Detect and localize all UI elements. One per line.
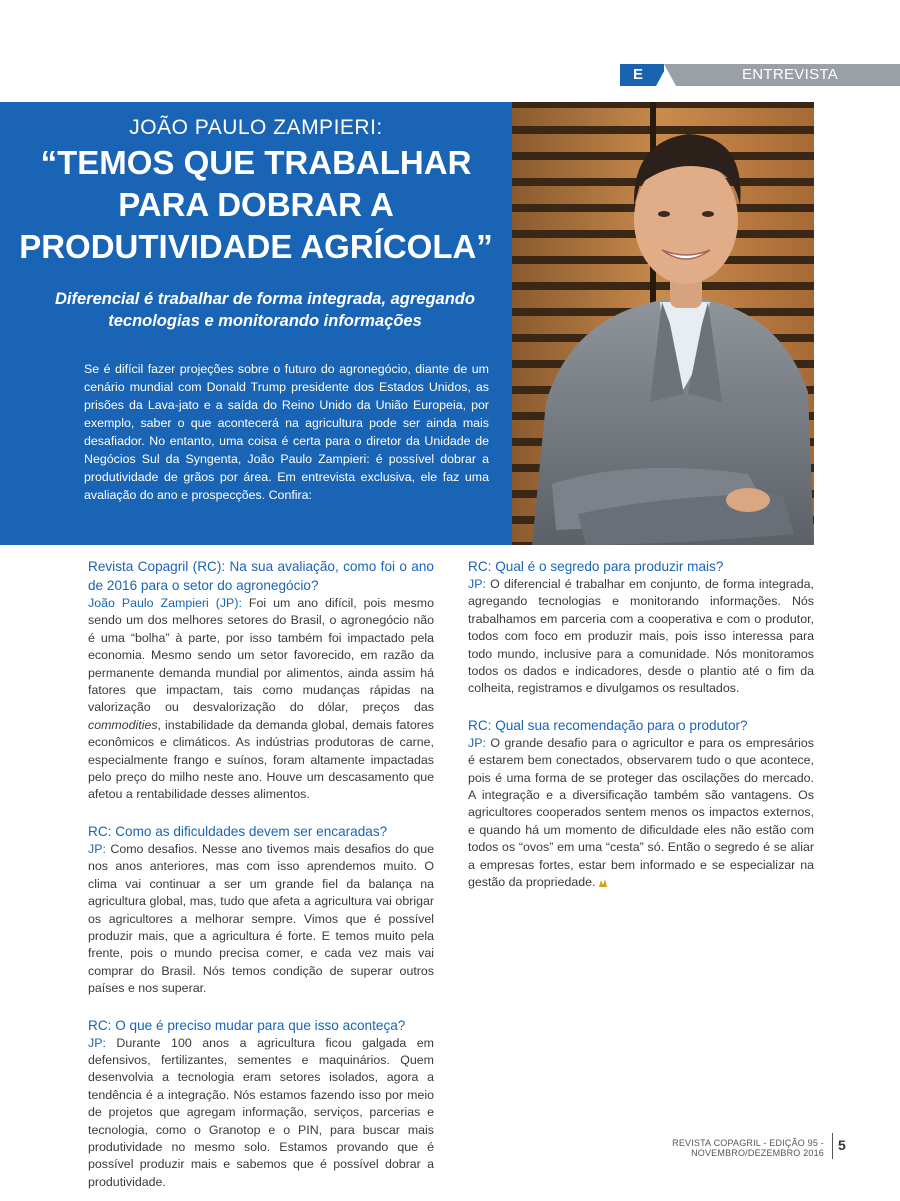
section-letter: E [620,64,656,86]
question-1: Revista Copagril (RC): Na sua avaliação, como foi o ano de 2016 para o setor do agronegócio? [88,559,434,593]
page-number: 5 [838,1137,846,1153]
hero-panel [0,102,512,545]
interview-column-right [468,557,814,892]
interview-column-left [88,557,434,1191]
speaker-label: JP: [468,735,486,750]
headline-line: PRODUTIVIDADE AGRÍCOLA” [19,228,493,265]
portrait-photo [512,102,814,545]
section-tag [620,64,900,86]
headline-line: PARA DOBRAR A [118,186,394,223]
speaker-label: João Paulo Zampieri (JP): [88,596,242,610]
question-5: RC: Qual sua recomendação para o produtor? [468,717,748,733]
section-label: ENTREVISTA [741,66,839,83]
headline [0,142,512,268]
interviewee-name: JOÃO PAULO ZAMPIERI: [129,116,383,139]
lead-paragraph: Se é difícil fazer projeções sobre o futuro do agronegócio, diante de um cenário mundial com Donald Trump presidente dos Estados Unidos, as prisões da Lava-jato e a saída do Reino Unido da União Europeia, por exemplo, saber o que acontecerá na agricultura pode ser ainda mais desafiador. No entanto, uma coisa é certa para o diretor da Unidade de Negócios Sul da Syngenta, João Paulo Zampieri: é possível dobrar a produtividade de grãos por área. Em entrevista exclusiva, ele faz uma avaliação do ano e prospecções. Confira: [84,362,489,502]
answer-2: JP: Como desafios. Nesse ano tivemos mais desafios do que nos anos anteriores, mas com isso aprendemos muito. O clima vai continuar a ser um grande fiel da balança na agricultura global, mas, tudo que afeta a agricultura vai obrigar os agricultores a melhorar sempre. Vimos que é possível produzir mais, que a agricultura é forte. E temos muito pela frente, pois o mundo precisa comer, e cada vez mais vai comprar do Brasil. Nós temos condição de superar outros países e nos superar. [88,841,434,996]
answer-5: JP: O grande desafio para o agricultor e para os empresários é estarem bem conectados, observarem tudo o que acontece, pois é uma forma de se proteger das oscilações do mercado. A integração e a diversificação também são vantagens. Os agricultores cooperados sentem menos os impactos externos, e quando há um momento de dificuldade eles não estão com todos os “ovos” em uma “cesta” só. Então o segredo é se aliar a empresas fortes, estar bem informado e se especializar na gestão da propriedade. [468,735,814,890]
speaker-label: JP: [468,577,486,591]
question-4: RC: Qual é o segredo para produzir mais? [468,559,724,574]
speaker-label: JP: [88,1035,106,1050]
answer-3: JP: Durante 100 anos a agricultura ficou galgada em defensivos, fertilizantes, sementes e maquinários. Quem desenvolvia a tecnologia eram setores isolados, agora a tendência é a integração. Nós estamos fazendo isso por meio de projetos que agregam informação, serviços, parcerias e tecnologia, como o Granotop e o PIN, para buscar mais produtividade no mesmo solo. Estamos provando que é possível produzir mais e sabemos que é possível dobrar a produtividade. [88,1035,434,1189]
subtitle: Diferencial é trabalhar de forma integrada, agregando tecnologias e monitorando informações [55,290,475,330]
end-mark-icon [598,878,608,888]
speaker-label: JP: [88,841,106,856]
answer-4: JP: O diferencial é trabalhar em conjunto, de forma integrada, agregando tecnologias e monitorando informações. Nós trabalhamos em parceria com a cooperativa e com o produtor, todos com foco em produzir mais, pois isso interessa para todo mundo, inclusive para a comunidade. Nós monitoramos todos os dados e indicadores, desde o plantio até o fim da colheita, registramos e divulgamos os resultados. [468,577,814,696]
question-3: RC: O que é preciso mudar para que isso aconteça? [88,1017,406,1033]
footer-publication: REVISTA COPAGRIL - EDIÇÃO 95 - NOVEMBRO/DEZEMBRO 2016 [672,1138,824,1158]
headline-line: “TEMOS QUE TRABALHAR [40,144,472,181]
answer-1: João Paulo Zampieri (JP): Foi um ano difícil, pois mesmo sendo um dos melhores setores do Brasil, o agronegócio não é uma “bolha” à parte, por isso também foi impactado pela economia. Mesmo sendo um setor favorecido, em razão da permanente demanda mundial por alimentos, ainda assim há fatores que impactam, tais como mudanças rápidas na valorização ou desvalorização do dólar, preços das commodities, instabilidade da demanda global, demais fatores econômicos e climáticos. As indústrias produtoras de carne, especialmente frango e suínos, foram altamente impactadas pelo preço do milho neste ano. Houve um descasamento que afetou a rentabilidade desses alimentos. [88,596,434,802]
question-2: RC: Como as dificuldades devem ser encaradas? [88,823,388,839]
